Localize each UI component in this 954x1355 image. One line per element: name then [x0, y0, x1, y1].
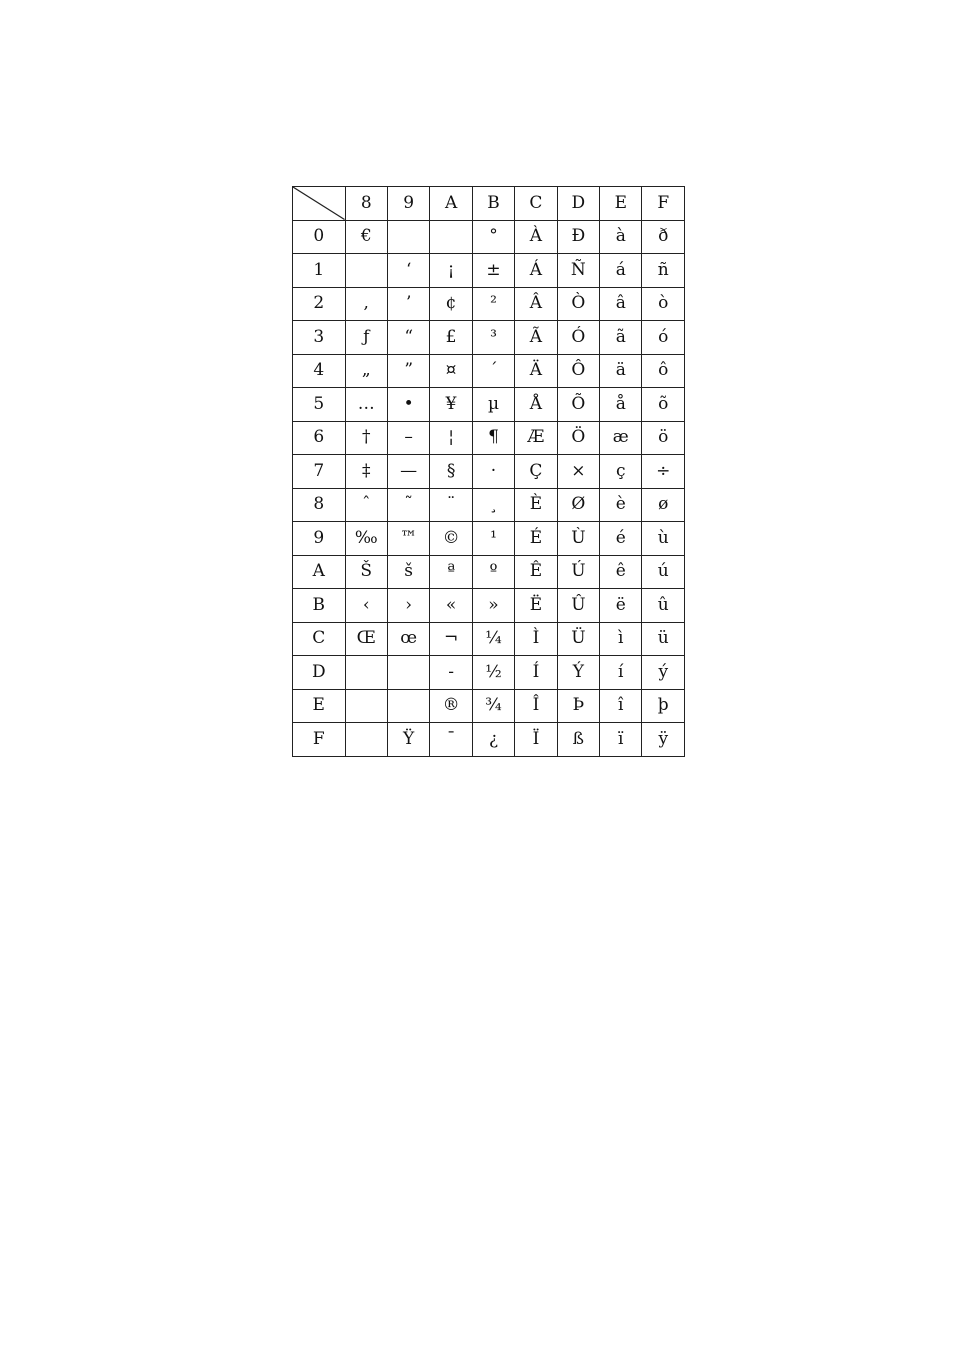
- character-cell: [642, 421, 685, 455]
- character-glyph: Ë: [529, 594, 543, 615]
- character-cell: [557, 622, 599, 656]
- character-cell: [430, 388, 472, 422]
- character-cell: [345, 689, 387, 723]
- character-glyph: ¦: [448, 427, 454, 448]
- character-cell: [430, 723, 472, 757]
- column-header: A: [430, 187, 472, 221]
- character-glyph: Á: [529, 259, 543, 280]
- character-cell: [387, 455, 429, 489]
- character-cell: [600, 421, 642, 455]
- character-glyph: û: [657, 594, 669, 615]
- character-cell: [430, 555, 472, 589]
- character-cell: [557, 555, 599, 589]
- character-glyph: ®: [442, 695, 460, 716]
- character-glyph: µ: [487, 393, 500, 414]
- character-glyph: Ò: [571, 293, 586, 314]
- character-glyph: è: [615, 494, 626, 515]
- header-row: [293, 187, 685, 221]
- table-row: [293, 522, 685, 556]
- table-row: [293, 287, 685, 321]
- character-glyph: ‡: [361, 460, 371, 481]
- character-glyph: þ: [657, 695, 669, 716]
- character-cell: [472, 622, 514, 656]
- character-glyph: Í: [532, 661, 540, 682]
- character-cell: [430, 488, 472, 522]
- row-header: 0: [293, 220, 346, 254]
- column-header: C: [515, 187, 557, 221]
- character-cell: [515, 388, 557, 422]
- character-cell: [642, 488, 685, 522]
- character-glyph: ¹: [490, 527, 497, 548]
- character-cell: [345, 522, 387, 556]
- character-glyph: …: [357, 393, 375, 414]
- character-glyph: ó: [658, 326, 669, 347]
- character-glyph: •: [403, 393, 414, 414]
- character-glyph: ¸: [489, 494, 498, 515]
- character-cell: [430, 455, 472, 489]
- character-cell: [557, 455, 599, 489]
- character-cell: [600, 555, 642, 589]
- character-cell: [515, 522, 557, 556]
- character-cell: [387, 522, 429, 556]
- character-cell: [472, 656, 514, 690]
- character-cell: [600, 488, 642, 522]
- character-cell: [472, 522, 514, 556]
- character-cell: [642, 220, 685, 254]
- character-cell: [387, 321, 429, 355]
- character-cell: [345, 388, 387, 422]
- character-cell: [430, 522, 472, 556]
- character-glyph: Ô: [571, 360, 586, 381]
- character-glyph: Þ: [572, 695, 585, 716]
- character-cell: [430, 656, 472, 690]
- character-glyph: ¤: [445, 360, 457, 381]
- character-glyph: ¾: [485, 695, 502, 716]
- character-glyph: Î: [532, 695, 540, 716]
- character-glyph: ¡: [447, 259, 455, 280]
- character-glyph: ”: [404, 360, 414, 381]
- character-cell: [600, 354, 642, 388]
- character-cell: [472, 589, 514, 623]
- table-row: [293, 488, 685, 522]
- table-row: [293, 589, 685, 623]
- row-header: 2: [293, 287, 346, 321]
- column-header: F: [642, 187, 685, 221]
- column-header: 8: [345, 187, 387, 221]
- character-glyph: š: [404, 561, 414, 582]
- character-cell: [345, 455, 387, 489]
- character-cell: [557, 220, 599, 254]
- character-glyph: Õ: [571, 393, 586, 414]
- character-glyph: È: [529, 494, 543, 515]
- character-cell: [557, 421, 599, 455]
- character-cell: [557, 321, 599, 355]
- character-glyph: Ü: [571, 628, 586, 649]
- character-glyph: ,: [363, 293, 369, 314]
- character-glyph: Å: [529, 393, 543, 414]
- character-glyph: Û: [571, 594, 586, 615]
- character-cell: [387, 354, 429, 388]
- character-glyph: ý: [658, 661, 669, 682]
- character-cell: [430, 287, 472, 321]
- character-cell: [472, 220, 514, 254]
- row-header: 4: [293, 354, 346, 388]
- character-cell: [345, 354, 387, 388]
- row-header: 5: [293, 388, 346, 422]
- character-glyph: ò: [658, 293, 669, 314]
- character-glyph: ´: [489, 360, 498, 381]
- character-cell: [642, 321, 685, 355]
- row-header: D: [293, 656, 346, 690]
- character-glyph: ƒ: [363, 326, 370, 347]
- character-cell: [600, 723, 642, 757]
- character-glyph: ³: [490, 326, 497, 347]
- character-glyph: ‹: [362, 594, 370, 615]
- character-cell: [387, 388, 429, 422]
- column-header: E: [600, 187, 642, 221]
- character-glyph: Ö: [571, 427, 586, 448]
- character-cell: [642, 555, 685, 589]
- character-glyph: ð: [658, 226, 669, 247]
- character-cell: [345, 656, 387, 690]
- character-glyph: –: [404, 427, 413, 448]
- character-cell: [387, 555, 429, 589]
- character-glyph: ×: [571, 460, 586, 481]
- character-glyph: Â: [529, 293, 543, 314]
- character-cell: [515, 220, 557, 254]
- character-glyph: ê: [615, 561, 626, 582]
- character-glyph: ’: [405, 293, 412, 314]
- character-cell: [642, 455, 685, 489]
- character-glyph: ˜: [404, 494, 413, 515]
- character-glyph: ÿ: [658, 728, 669, 749]
- table-body: [293, 187, 685, 757]
- character-cell: [430, 689, 472, 723]
- row-header: C: [293, 622, 346, 656]
- character-glyph: £: [445, 326, 457, 347]
- character-cell: [642, 723, 685, 757]
- character-glyph: ï: [618, 728, 624, 749]
- character-cell: [600, 388, 642, 422]
- character-glyph: õ: [658, 393, 669, 414]
- character-cell: [557, 287, 599, 321]
- character-cell: [345, 220, 387, 254]
- character-cell: [345, 555, 387, 589]
- character-glyph: Ÿ: [403, 728, 415, 749]
- character-glyph: ç: [616, 460, 626, 481]
- character-glyph: ±: [486, 259, 501, 280]
- character-cell: [515, 723, 557, 757]
- character-glyph: ¥: [445, 393, 457, 414]
- character-glyph: -: [448, 661, 454, 682]
- character-cell: [515, 254, 557, 288]
- table-row: [293, 254, 685, 288]
- character-glyph: í: [618, 661, 624, 682]
- character-cell: [557, 488, 599, 522]
- character-glyph: Ã: [529, 326, 543, 347]
- character-cell: [430, 421, 472, 455]
- column-header: B: [472, 187, 514, 221]
- character-cell: [345, 421, 387, 455]
- table-row: [293, 555, 685, 589]
- character-cell: [387, 488, 429, 522]
- character-cell: [515, 689, 557, 723]
- character-glyph: «: [445, 594, 457, 615]
- character-cell: [430, 622, 472, 656]
- character-glyph: œ: [400, 628, 418, 649]
- character-cell: [430, 354, 472, 388]
- character-glyph: €: [360, 226, 372, 247]
- character-cell: [600, 287, 642, 321]
- character-glyph: “: [404, 326, 414, 347]
- character-cell: [345, 723, 387, 757]
- character-cell: [642, 622, 685, 656]
- character-glyph: ¯: [446, 728, 456, 749]
- character-glyph: ²: [490, 293, 497, 314]
- character-glyph: å: [615, 393, 626, 414]
- row-header: A: [293, 555, 346, 589]
- character-cell: [472, 354, 514, 388]
- character-glyph: ô: [658, 360, 669, 381]
- character-cell: [430, 254, 472, 288]
- character-code-table: [292, 186, 685, 757]
- character-cell: [515, 287, 557, 321]
- character-cell: [557, 354, 599, 388]
- character-glyph: ©: [442, 527, 460, 548]
- character-glyph: ¼: [485, 628, 502, 649]
- character-glyph: á: [615, 259, 626, 280]
- character-cell: [472, 321, 514, 355]
- character-cell: [345, 254, 387, 288]
- character-glyph: Ý: [572, 661, 584, 682]
- character-glyph: ›: [405, 594, 413, 615]
- character-glyph: â: [615, 293, 626, 314]
- character-cell: [600, 622, 642, 656]
- character-cell: [345, 488, 387, 522]
- character-cell: [642, 354, 685, 388]
- character-glyph: é: [615, 527, 626, 548]
- character-cell: [600, 455, 642, 489]
- character-cell: [557, 723, 599, 757]
- character-glyph: Ç: [529, 460, 543, 481]
- character-cell: [600, 522, 642, 556]
- row-header: B: [293, 589, 346, 623]
- character-glyph: „: [361, 360, 371, 381]
- character-cell: [430, 220, 472, 254]
- character-cell: [600, 321, 642, 355]
- character-cell: [600, 656, 642, 690]
- character-glyph: ú: [657, 561, 669, 582]
- character-cell: [345, 321, 387, 355]
- character-cell: [642, 656, 685, 690]
- character-cell: [642, 254, 685, 288]
- character-cell: [472, 555, 514, 589]
- character-glyph: É: [529, 527, 543, 548]
- character-glyph: Š: [360, 561, 373, 582]
- character-cell: [430, 321, 472, 355]
- character-glyph: Œ: [356, 628, 376, 649]
- character-glyph: ã: [615, 326, 626, 347]
- character-glyph: ½: [485, 661, 502, 682]
- character-cell: [472, 421, 514, 455]
- character-glyph: Ê: [529, 561, 543, 582]
- character-cell: [557, 689, 599, 723]
- character-cell: [345, 622, 387, 656]
- row-header: 7: [293, 455, 346, 489]
- character-glyph: ·: [490, 460, 497, 481]
- character-glyph: ø: [658, 494, 669, 515]
- character-glyph: ñ: [657, 259, 669, 280]
- character-glyph: ü: [657, 628, 669, 649]
- character-cell: [472, 388, 514, 422]
- character-glyph: î: [618, 695, 624, 716]
- character-cell: [642, 287, 685, 321]
- character-cell: [557, 589, 599, 623]
- character-glyph: ‘: [405, 259, 412, 280]
- character-cell: [387, 220, 429, 254]
- character-glyph: ª: [447, 561, 456, 582]
- character-cell: [515, 488, 557, 522]
- table-row: [293, 656, 685, 690]
- character-cell: [642, 522, 685, 556]
- character-cell: [430, 589, 472, 623]
- character-glyph: Æ: [527, 427, 545, 448]
- character-cell: [557, 656, 599, 690]
- character-glyph: Ñ: [570, 259, 586, 280]
- character-cell: [387, 622, 429, 656]
- character-glyph: ì: [618, 628, 624, 649]
- character-cell: [387, 421, 429, 455]
- character-cell: [642, 689, 685, 723]
- character-glyph: §: [446, 460, 456, 481]
- character-cell: [600, 220, 642, 254]
- character-glyph: Đ: [571, 226, 586, 247]
- table-row: [293, 388, 685, 422]
- character-glyph: à: [615, 226, 626, 247]
- character-glyph: ™: [400, 527, 418, 548]
- character-glyph: ß: [572, 728, 585, 749]
- character-cell: [472, 254, 514, 288]
- character-cell: [387, 589, 429, 623]
- character-glyph: ¬: [443, 628, 459, 649]
- character-cell: [345, 287, 387, 321]
- character-cell: [472, 723, 514, 757]
- character-cell: [515, 321, 557, 355]
- character-glyph: À: [529, 226, 543, 247]
- character-glyph: ù: [657, 527, 669, 548]
- character-glyph: Ä: [529, 360, 543, 381]
- character-cell: [345, 589, 387, 623]
- table-row: [293, 321, 685, 355]
- table-row: [293, 622, 685, 656]
- character-glyph: Ï: [532, 728, 540, 749]
- character-cell: [515, 421, 557, 455]
- character-glyph: æ: [612, 427, 629, 448]
- character-glyph: °: [489, 226, 498, 247]
- diagonal-divider: [293, 187, 345, 220]
- row-header: 1: [293, 254, 346, 288]
- character-glyph: ÷: [656, 460, 671, 481]
- character-cell: [557, 522, 599, 556]
- table-row: [293, 723, 685, 757]
- character-glyph: ¢: [445, 293, 457, 314]
- character-cell: [472, 689, 514, 723]
- corner-cell: [293, 187, 346, 221]
- character-glyph: Ø: [571, 494, 586, 515]
- character-cell: [600, 589, 642, 623]
- row-header: 9: [293, 522, 346, 556]
- character-cell: [600, 689, 642, 723]
- character-glyph: Ù: [571, 527, 586, 548]
- row-header: 6: [293, 421, 346, 455]
- character-glyph: ‰: [354, 527, 378, 548]
- character-cell: [387, 723, 429, 757]
- character-cell: [557, 254, 599, 288]
- character-glyph: Ó: [571, 326, 586, 347]
- column-header: D: [557, 187, 599, 221]
- character-glyph: ˆ: [361, 494, 371, 515]
- character-cell: [515, 555, 557, 589]
- column-header: 9: [387, 187, 429, 221]
- table-row: [293, 455, 685, 489]
- character-cell: [387, 689, 429, 723]
- character-glyph: †: [361, 427, 371, 448]
- table-row: [293, 220, 685, 254]
- character-cell: [557, 388, 599, 422]
- character-glyph: ä: [615, 360, 626, 381]
- character-glyph: ë: [615, 594, 626, 615]
- character-cell: [515, 589, 557, 623]
- character-cell: [387, 254, 429, 288]
- character-cell: [600, 254, 642, 288]
- table-row: [293, 689, 685, 723]
- character-glyph: ¨: [446, 494, 456, 515]
- table-row: [293, 421, 685, 455]
- character-glyph: ö: [658, 427, 669, 448]
- character-cell: [387, 287, 429, 321]
- row-header: E: [293, 689, 346, 723]
- character-glyph: Ú: [571, 561, 586, 582]
- character-cell: [515, 622, 557, 656]
- character-glyph: ¶: [488, 427, 499, 448]
- character-cell: [515, 455, 557, 489]
- character-cell: [387, 656, 429, 690]
- row-header: 8: [293, 488, 346, 522]
- row-header: 3: [293, 321, 346, 355]
- row-header: F: [293, 723, 346, 757]
- character-glyph: —: [400, 460, 418, 481]
- character-cell: [515, 656, 557, 690]
- character-glyph: ¿: [488, 728, 499, 749]
- character-glyph: º: [489, 561, 498, 582]
- table-row: [293, 354, 685, 388]
- character-cell: [642, 589, 685, 623]
- character-cell: [472, 287, 514, 321]
- character-cell: [642, 388, 685, 422]
- character-glyph: »: [488, 594, 499, 615]
- character-cell: [472, 488, 514, 522]
- character-cell: [515, 354, 557, 388]
- character-glyph: Ì: [532, 628, 540, 649]
- character-cell: [472, 455, 514, 489]
